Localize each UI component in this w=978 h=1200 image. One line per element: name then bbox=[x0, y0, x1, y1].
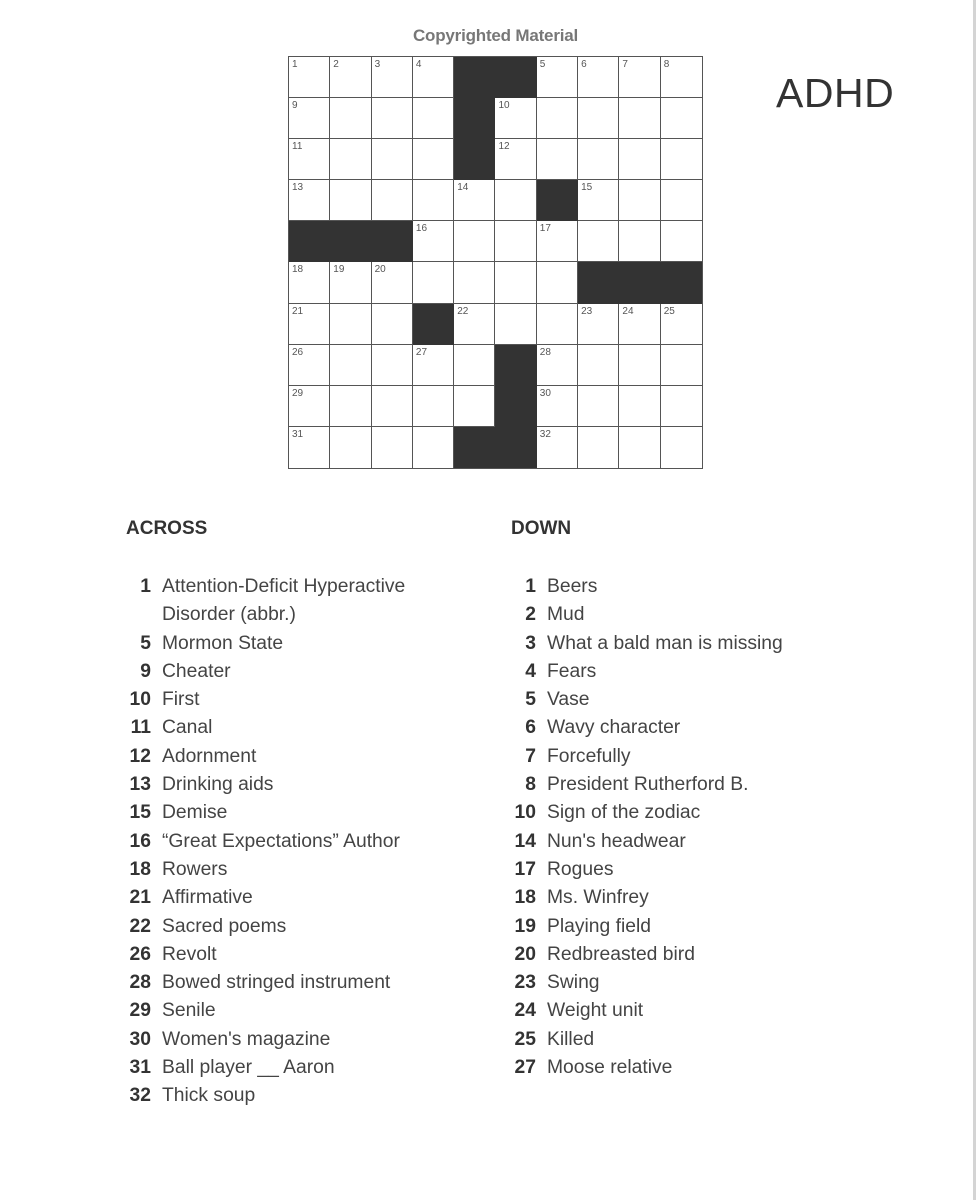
grid-cell[interactable] bbox=[330, 180, 371, 221]
clue-text: Weight unit bbox=[547, 1000, 644, 1022]
grid-cell[interactable] bbox=[372, 345, 413, 386]
grid-cell[interactable] bbox=[537, 221, 578, 262]
grid-cell[interactable] bbox=[289, 180, 330, 221]
cell-number: 28 bbox=[539, 346, 551, 358]
grid-cell[interactable] bbox=[330, 427, 371, 468]
grid-cell[interactable] bbox=[330, 345, 371, 386]
grid-cell[interactable] bbox=[537, 139, 578, 180]
clue-number: 4 bbox=[525, 660, 536, 682]
clue-text: Women's magazine bbox=[162, 1028, 331, 1050]
across-clue bbox=[126, 941, 442, 969]
grid-cell[interactable] bbox=[289, 98, 330, 139]
cell-number: 25 bbox=[663, 305, 675, 317]
down-clue bbox=[511, 913, 827, 941]
grid-cell[interactable] bbox=[661, 427, 702, 468]
clue-number: 24 bbox=[514, 1000, 536, 1022]
grid-cell[interactable] bbox=[413, 98, 454, 139]
black-square bbox=[495, 427, 536, 468]
across-clue bbox=[126, 714, 442, 742]
clue-number: 30 bbox=[129, 1028, 151, 1050]
clue-text: Rowers bbox=[162, 858, 228, 880]
down-clue bbox=[511, 856, 827, 884]
clue-text: First bbox=[162, 689, 200, 711]
black-square bbox=[578, 262, 619, 303]
down-clue bbox=[511, 771, 827, 799]
grid-cell[interactable] bbox=[578, 139, 619, 180]
cell-number: 21 bbox=[292, 305, 304, 317]
cell-number: 32 bbox=[539, 428, 551, 440]
grid-cell[interactable] bbox=[454, 180, 495, 221]
clue-number: 28 bbox=[129, 972, 151, 994]
grid-cell[interactable] bbox=[578, 57, 619, 98]
across-clue bbox=[126, 969, 442, 997]
grid-cell[interactable] bbox=[661, 386, 702, 427]
across-clue bbox=[126, 1082, 442, 1110]
grid-cell[interactable] bbox=[619, 221, 660, 262]
cell-number: 13 bbox=[292, 182, 304, 194]
black-square bbox=[454, 139, 495, 180]
grid-cell[interactable] bbox=[495, 139, 536, 180]
down-clue bbox=[511, 884, 827, 912]
cell-number: 6 bbox=[581, 59, 587, 70]
grid-cell[interactable] bbox=[495, 221, 536, 262]
clue-text: Playing field bbox=[547, 915, 651, 937]
clue-number: 25 bbox=[514, 1028, 536, 1050]
clue-text: Vase bbox=[547, 689, 590, 711]
grid-cell[interactable] bbox=[619, 180, 660, 221]
cell-number: 14 bbox=[457, 182, 469, 194]
clue-text: Mormon State bbox=[162, 632, 284, 654]
down-clue bbox=[511, 743, 827, 771]
grid-cell[interactable] bbox=[330, 57, 371, 98]
cell-number: 26 bbox=[292, 346, 304, 358]
grid-cell[interactable] bbox=[330, 304, 371, 345]
grid-cell[interactable] bbox=[495, 262, 536, 303]
clue-number: 19 bbox=[514, 915, 536, 937]
cell-number: 8 bbox=[663, 59, 670, 70]
down-clue bbox=[511, 997, 827, 1025]
cell-number: 27 bbox=[415, 346, 428, 358]
grid-cell[interactable] bbox=[661, 57, 702, 98]
black-square bbox=[495, 57, 536, 98]
across-clue bbox=[126, 630, 442, 658]
grid-cell[interactable] bbox=[661, 98, 702, 139]
clue-number: 18 bbox=[129, 858, 151, 880]
down-clue bbox=[511, 941, 827, 969]
black-square bbox=[454, 57, 495, 98]
clue-text: Beers bbox=[547, 576, 598, 597]
cell-number: 10 bbox=[498, 100, 510, 112]
grid-cell[interactable] bbox=[578, 427, 619, 468]
clue-number: 9 bbox=[140, 660, 151, 682]
cell-number: 1 bbox=[292, 59, 298, 70]
grid-cell[interactable] bbox=[578, 386, 619, 427]
clue-number: 10 bbox=[514, 802, 536, 824]
grid-cell[interactable] bbox=[578, 98, 619, 139]
grid-cell[interactable] bbox=[372, 98, 413, 139]
grid-cell[interactable] bbox=[619, 386, 660, 427]
grid-cell[interactable] bbox=[413, 427, 454, 468]
grid-cell[interactable] bbox=[289, 57, 330, 98]
grid-cell[interactable] bbox=[661, 180, 702, 221]
down-clue bbox=[511, 714, 827, 742]
clue-number: 1 bbox=[525, 576, 536, 597]
grid-cell[interactable] bbox=[289, 345, 330, 386]
grid-cell[interactable] bbox=[454, 386, 495, 427]
grid-cell[interactable] bbox=[372, 427, 413, 468]
clue-text: Mud bbox=[547, 604, 585, 626]
cell-number: 17 bbox=[539, 223, 551, 235]
grid-cell[interactable] bbox=[372, 386, 413, 427]
black-square bbox=[330, 221, 371, 262]
down-clue bbox=[511, 658, 827, 686]
clue-number: 17 bbox=[514, 858, 536, 880]
black-square bbox=[495, 386, 536, 427]
cell-number: 12 bbox=[498, 141, 510, 153]
clue-text: President Rutherford B. bbox=[547, 774, 749, 796]
down-clue bbox=[511, 573, 827, 601]
across-clue bbox=[126, 997, 442, 1025]
clue-number: 3 bbox=[525, 632, 536, 654]
grid-cell[interactable] bbox=[495, 180, 536, 221]
grid-cell[interactable] bbox=[413, 139, 454, 180]
across-clue bbox=[126, 771, 442, 799]
grid-cell[interactable] bbox=[330, 98, 371, 139]
clue-number: 14 bbox=[514, 830, 536, 852]
cell-number: 22 bbox=[457, 305, 469, 317]
grid-cell[interactable] bbox=[372, 57, 413, 98]
cell-number: 4 bbox=[415, 59, 422, 70]
clue-text: Cheater bbox=[162, 660, 231, 682]
clue-number: 1 bbox=[140, 576, 151, 597]
grid-cell[interactable] bbox=[413, 57, 454, 98]
grid-cell[interactable] bbox=[578, 180, 619, 221]
grid-cell[interactable] bbox=[454, 304, 495, 345]
cell-number: 5 bbox=[539, 59, 546, 70]
across-clue bbox=[126, 743, 442, 771]
clue-number: 18 bbox=[514, 887, 536, 909]
clue-text: Canal bbox=[162, 717, 213, 739]
clue-text: Ball player __ Aaron bbox=[162, 1057, 335, 1079]
clue-number: 29 bbox=[129, 1000, 151, 1022]
across-clue bbox=[126, 1054, 442, 1082]
clue-text: Sacred poems bbox=[162, 915, 287, 937]
puzzle-title: ADHD bbox=[776, 70, 895, 116]
black-square bbox=[372, 221, 413, 262]
across-clue bbox=[126, 856, 442, 884]
grid-cell[interactable] bbox=[413, 262, 454, 303]
down-clue bbox=[511, 1054, 827, 1082]
cell-number: 20 bbox=[374, 264, 386, 276]
cell-number: 15 bbox=[581, 182, 593, 194]
clue-number: 10 bbox=[129, 689, 151, 711]
clue-number: 27 bbox=[514, 1057, 536, 1079]
clue-number: 2 bbox=[525, 604, 536, 626]
clue-number: 26 bbox=[129, 943, 151, 965]
clue-number: 5 bbox=[525, 689, 536, 711]
grid-cell[interactable] bbox=[372, 180, 413, 221]
cell-number: 11 bbox=[292, 141, 303, 153]
across-clue bbox=[126, 884, 442, 912]
cell-number: 3 bbox=[374, 59, 381, 70]
grid-cell[interactable] bbox=[537, 98, 578, 139]
down-clue bbox=[511, 630, 827, 658]
clue-number: 15 bbox=[129, 802, 151, 824]
down-clue bbox=[511, 686, 827, 714]
grid-cell[interactable] bbox=[619, 345, 660, 386]
clue-text: Adornment bbox=[162, 745, 257, 767]
grid-cell[interactable] bbox=[537, 57, 578, 98]
cell-number: 29 bbox=[292, 387, 304, 399]
grid-cell[interactable] bbox=[372, 262, 413, 303]
clue-number: 6 bbox=[525, 717, 536, 739]
grid-cell[interactable] bbox=[661, 139, 702, 180]
grid-cell[interactable] bbox=[413, 180, 454, 221]
cell-number: 19 bbox=[333, 264, 345, 276]
grid-cell[interactable] bbox=[454, 345, 495, 386]
clue-number: 8 bbox=[525, 774, 536, 796]
cell-number: 31 bbox=[292, 428, 304, 440]
clue-text: Wavy character bbox=[547, 717, 681, 739]
clue-text: Moose relative bbox=[547, 1057, 673, 1079]
grid-cell[interactable] bbox=[413, 221, 454, 262]
black-square bbox=[661, 262, 702, 303]
clue-number: 22 bbox=[129, 915, 151, 937]
down-clue bbox=[511, 1026, 827, 1054]
cell-number: 7 bbox=[622, 59, 628, 70]
grid-cell[interactable] bbox=[413, 345, 454, 386]
clue-text: Revolt bbox=[162, 943, 217, 965]
across-clue bbox=[126, 913, 442, 941]
across-clue-list bbox=[126, 573, 442, 1111]
clue-text: Fears bbox=[547, 660, 597, 682]
grid-cell[interactable] bbox=[495, 98, 536, 139]
across-clue bbox=[126, 828, 442, 856]
across-clues bbox=[126, 518, 442, 1111]
clue-text: Affirmative bbox=[162, 887, 253, 909]
grid-cell[interactable] bbox=[619, 427, 660, 468]
grid-cell[interactable] bbox=[619, 304, 660, 345]
cell-number: 18 bbox=[292, 264, 304, 276]
down-clue bbox=[511, 799, 827, 827]
grid-cell[interactable] bbox=[372, 139, 413, 180]
across-clue bbox=[126, 686, 442, 714]
down-clue bbox=[511, 601, 827, 629]
black-square bbox=[289, 221, 330, 262]
grid-cell[interactable] bbox=[661, 304, 702, 345]
grid-cell[interactable] bbox=[289, 386, 330, 427]
grid-cell[interactable] bbox=[289, 304, 330, 345]
grid-cell[interactable] bbox=[537, 262, 578, 303]
grid-cell[interactable] bbox=[289, 262, 330, 303]
down-clue-list bbox=[511, 573, 827, 1082]
grid-cell[interactable] bbox=[289, 139, 330, 180]
clue-number: 20 bbox=[514, 943, 536, 965]
black-square bbox=[619, 262, 660, 303]
clue-text: Senile bbox=[162, 1000, 216, 1022]
clue-text: Redbreasted bird bbox=[547, 943, 695, 965]
grid-cell[interactable] bbox=[454, 262, 495, 303]
grid-cell[interactable] bbox=[619, 57, 660, 98]
clue-text: Thick soup bbox=[162, 1085, 256, 1107]
cell-number: 24 bbox=[622, 305, 634, 317]
black-square bbox=[495, 345, 536, 386]
grid-cell[interactable] bbox=[578, 221, 619, 262]
grid-cell[interactable] bbox=[495, 304, 536, 345]
clue-text: Forcefully bbox=[547, 745, 631, 767]
clue-text: Nun's headwear bbox=[547, 830, 686, 852]
clue-text: Ms. Winfrey bbox=[547, 887, 649, 909]
clue-text: Demise bbox=[162, 802, 228, 824]
clue-text: Bowed stringed instrument bbox=[162, 972, 391, 994]
crossword-grid bbox=[288, 56, 703, 469]
grid-cell[interactable] bbox=[289, 427, 330, 468]
cell-number: 2 bbox=[333, 59, 339, 70]
clue-number: 7 bbox=[525, 745, 536, 767]
cell-number: 23 bbox=[581, 305, 593, 317]
black-square bbox=[454, 98, 495, 139]
clue-number: 12 bbox=[129, 745, 151, 767]
down-clue bbox=[511, 969, 827, 997]
across-clue bbox=[126, 1026, 442, 1054]
grid-cell[interactable] bbox=[372, 304, 413, 345]
clue-number: 5 bbox=[140, 632, 151, 654]
grid-cell[interactable] bbox=[578, 345, 619, 386]
clue-number: 32 bbox=[129, 1085, 151, 1107]
copyright-watermark: Copyrighted Material bbox=[412, 26, 579, 45]
across-clue bbox=[126, 573, 442, 630]
down-heading: DOWN bbox=[511, 518, 572, 539]
cell-number: 30 bbox=[539, 387, 551, 399]
down-clues bbox=[511, 518, 827, 1082]
grid-cell[interactable] bbox=[578, 304, 619, 345]
across-clue bbox=[126, 799, 442, 827]
grid-cell[interactable] bbox=[537, 386, 578, 427]
clue-number: 11 bbox=[130, 717, 151, 739]
clue-number: 31 bbox=[129, 1057, 151, 1079]
cell-number: 9 bbox=[292, 100, 298, 112]
grid-cell[interactable] bbox=[619, 98, 660, 139]
clue-text: Attention-Deficit Hyperactive Disorder (abbr.) bbox=[162, 576, 406, 626]
clue-text: Rogues bbox=[547, 858, 614, 880]
grid-cell[interactable] bbox=[537, 427, 578, 468]
grid-cell[interactable] bbox=[413, 386, 454, 427]
clue-text: Sign of the zodiac bbox=[547, 802, 701, 824]
grid-cell[interactable] bbox=[537, 345, 578, 386]
clue-text: Swing bbox=[547, 972, 600, 994]
black-square bbox=[413, 304, 454, 345]
grid-cell[interactable] bbox=[454, 221, 495, 262]
clue-number: 16 bbox=[129, 830, 151, 852]
grid-cell[interactable] bbox=[661, 221, 702, 262]
grid-cell[interactable] bbox=[330, 262, 371, 303]
clue-number: 13 bbox=[129, 774, 151, 796]
cell-number: 16 bbox=[415, 223, 428, 235]
page-edge bbox=[973, 0, 976, 1200]
clue-text: Drinking aids bbox=[162, 774, 274, 796]
clue-text: Killed bbox=[547, 1028, 595, 1050]
grid-cell[interactable] bbox=[619, 139, 660, 180]
clue-text: What a bald man is missing bbox=[547, 632, 783, 654]
clue-number: 21 bbox=[129, 887, 151, 909]
black-square bbox=[454, 427, 495, 468]
grid-cell[interactable] bbox=[661, 345, 702, 386]
grid-cell[interactable] bbox=[330, 386, 371, 427]
clue-text: “Great Expectations” Author bbox=[162, 830, 400, 852]
grid-cell[interactable] bbox=[537, 304, 578, 345]
clue-number: 23 bbox=[514, 972, 536, 994]
black-square bbox=[537, 180, 578, 221]
grid-cell[interactable] bbox=[330, 139, 371, 180]
across-heading: ACROSS bbox=[126, 518, 208, 539]
down-clue bbox=[511, 828, 827, 856]
across-clue bbox=[126, 658, 442, 686]
